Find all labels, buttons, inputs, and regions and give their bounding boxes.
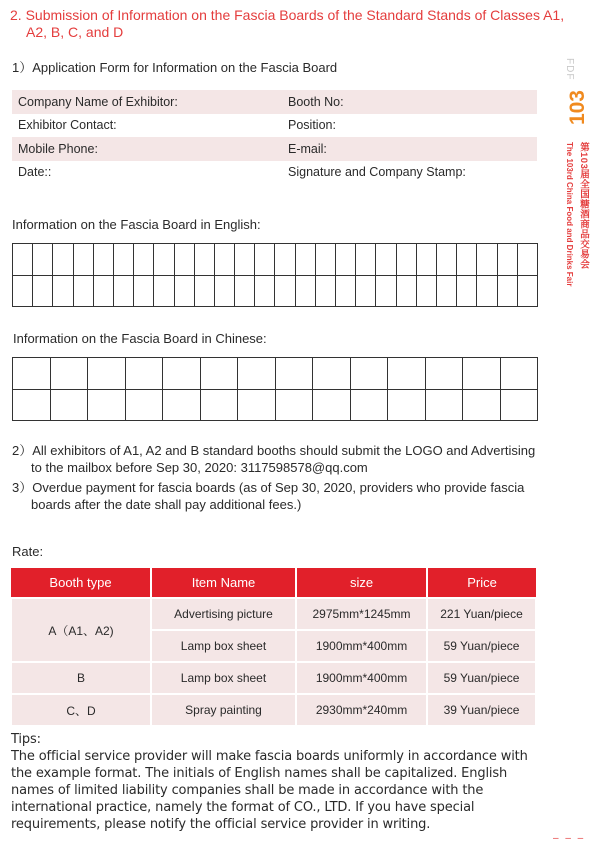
- grid-cell: [53, 275, 73, 307]
- grid-cell: [336, 275, 356, 307]
- grid-cell: [425, 389, 463, 421]
- grid-cell: [235, 244, 255, 276]
- rate-label: Rate:: [12, 544, 44, 559]
- mobile-phone-label: Mobile Phone:: [12, 137, 282, 161]
- fair-name-chinese: 第103届全国糖酒商品交易会: [578, 142, 589, 270]
- form-row: [12, 90, 537, 114]
- grid-cell: [33, 275, 53, 307]
- english-info-label: Information on the Fascia Board in English:: [12, 217, 261, 232]
- grid-cell: [416, 244, 436, 276]
- grid-cell: [113, 244, 133, 276]
- grid-cell: [350, 389, 388, 421]
- grid-cell: [416, 275, 436, 307]
- header-item-name: Item Name: [151, 568, 296, 598]
- grid-cell: [396, 244, 416, 276]
- grid-cell: [13, 275, 33, 307]
- booth-no-label: Booth No:: [282, 90, 537, 114]
- grid-cell: [295, 275, 315, 307]
- grid-cell: [313, 358, 351, 390]
- item-name: Lamp box sheet: [151, 662, 296, 694]
- application-form: [12, 90, 537, 184]
- grid-cell: [500, 389, 538, 421]
- header-booth-type: Booth type: [11, 568, 151, 598]
- grid-cell: [134, 275, 154, 307]
- fair-logo-sidebar: [558, 58, 594, 298]
- grid-cell: [134, 244, 154, 276]
- fair-number: 103: [566, 90, 589, 126]
- item-price: 59 Yuan/piece: [427, 662, 536, 694]
- grid-cell: [315, 275, 335, 307]
- header-price: Price: [427, 568, 536, 598]
- grid-cell: [275, 244, 295, 276]
- grid-cell: [13, 358, 51, 390]
- form-row: [12, 161, 537, 185]
- item-size: 1900mm*400mm: [296, 630, 427, 662]
- exhibitor-contact-label: Exhibitor Contact:: [18, 118, 117, 133]
- rate-header-row: [11, 568, 536, 598]
- form-row: [12, 137, 537, 161]
- grid-cell: [275, 389, 313, 421]
- table-row: [11, 694, 536, 726]
- item-size: 1900mm*400mm: [296, 662, 427, 694]
- grid-cell: [200, 358, 238, 390]
- grid-cell: [275, 358, 313, 390]
- item-name: Spray painting: [151, 694, 296, 726]
- email-label: E-mail:: [282, 137, 537, 161]
- grid-cell: [336, 244, 356, 276]
- grid-cell: [235, 275, 255, 307]
- chinese-info-label: Information on the Fascia Board in Chinese:: [13, 331, 267, 346]
- grid-cell: [194, 244, 214, 276]
- grid-cell: [88, 358, 126, 390]
- grid-row: [13, 389, 538, 421]
- grid-cell: [13, 389, 51, 421]
- tips: [11, 731, 541, 833]
- form-row: [12, 114, 537, 138]
- item-name: Lamp box sheet: [151, 630, 296, 662]
- grid-cell: [497, 244, 517, 276]
- grid-row: [13, 244, 538, 276]
- grid-cell: [517, 244, 537, 276]
- grid-cell: [376, 275, 396, 307]
- grid-cell: [33, 244, 53, 276]
- grid-row: [13, 358, 538, 390]
- english-fascia-grid: [12, 243, 538, 307]
- grid-cell: [356, 244, 376, 276]
- booth-cd: C、D: [11, 694, 151, 726]
- grid-cell: [350, 358, 388, 390]
- grid-cell: [275, 275, 295, 307]
- grid-cell: [214, 275, 234, 307]
- grid-cell: [53, 244, 73, 276]
- grid-cell: [125, 389, 163, 421]
- grid-cell: [436, 244, 456, 276]
- grid-cell: [457, 244, 477, 276]
- grid-cell: [388, 389, 426, 421]
- item-size: 2975mm*1245mm: [296, 598, 427, 630]
- notes: [12, 442, 542, 516]
- grid-cell: [50, 358, 88, 390]
- grid-cell: [214, 244, 234, 276]
- fdf-logo: FDF: [564, 58, 575, 81]
- fair-name-english: The 103rd China Food and Drinks Fair: [565, 142, 574, 287]
- grid-cell: [356, 275, 376, 307]
- grid-cell: [238, 389, 276, 421]
- grid-cell: [517, 275, 537, 307]
- grid-cell: [113, 275, 133, 307]
- grid-cell: [93, 275, 113, 307]
- note-overdue-payment: 3）Overdue payment for fascia boards (as of Sep 30, 2020, providers who provide fascia boards after the date shall pay additional fees.): [12, 480, 525, 512]
- grid-cell: [73, 275, 93, 307]
- application-form-title: 1）Application Form for Information on the Fascia Board: [12, 60, 338, 75]
- grid-cell: [174, 244, 194, 276]
- grid-cell: [255, 244, 275, 276]
- grid-cell: [497, 275, 517, 307]
- grid-cell: [13, 244, 33, 276]
- grid-cell: [163, 358, 201, 390]
- chinese-fascia-grid: [12, 357, 538, 421]
- grid-cell: [500, 358, 538, 390]
- grid-cell: [174, 275, 194, 307]
- grid-cell: [463, 358, 501, 390]
- grid-cell: [255, 275, 275, 307]
- item-price: 39 Yuan/piece: [427, 694, 536, 726]
- item-size: 2930mm*240mm: [296, 694, 427, 726]
- signature-label: Signature and Company Stamp:: [288, 165, 466, 180]
- tips-title: Tips:: [11, 732, 41, 747]
- rate-table: [10, 568, 537, 727]
- header-size: size: [296, 568, 427, 598]
- grid-cell: [457, 275, 477, 307]
- table-row: [11, 598, 536, 630]
- grid-cell: [88, 389, 126, 421]
- tips-text: The official service provider will make fascia boards uniformly in accordance with the example format. The initials of English names shall be capitalized. English names of limited liability companies shall be made in accordance with the international practice, namely the format of CO., LTD. If you have special requirements, please notify the official service provider in writing.: [11, 749, 528, 832]
- grid-cell: [154, 275, 174, 307]
- date-label: Date::: [18, 165, 52, 180]
- booth-b: B: [11, 662, 151, 694]
- grid-cell: [73, 244, 93, 276]
- grid-cell: [50, 389, 88, 421]
- grid-cell: [194, 275, 214, 307]
- note-submit-logo: 2）All exhibitors of A1, A2 and B standard booths should submit the LOGO and Advertising to the mailbox before Sep 30, 2020: 3117598578@qq.com: [12, 443, 536, 475]
- table-row: [11, 662, 536, 694]
- company-name-label: Company Name of Exhibitor:: [12, 90, 282, 114]
- item-price: 221 Yuan/piece: [427, 598, 536, 630]
- grid-cell: [388, 358, 426, 390]
- booth-a: A（A1、A2): [11, 598, 151, 662]
- grid-cell: [238, 358, 276, 390]
- grid-cell: [315, 244, 335, 276]
- grid-cell: [376, 244, 396, 276]
- grid-cell: [396, 275, 416, 307]
- page-marker: – – –: [553, 833, 586, 844]
- grid-cell: [125, 358, 163, 390]
- grid-cell: [163, 389, 201, 421]
- item-price: 59 Yuan/piece: [427, 630, 536, 662]
- grid-cell: [477, 244, 497, 276]
- grid-cell: [313, 389, 351, 421]
- grid-cell: [200, 389, 238, 421]
- item-name: Advertising picture: [151, 598, 296, 630]
- grid-cell: [93, 244, 113, 276]
- grid-cell: [463, 389, 501, 421]
- position-label: Position:: [288, 118, 336, 133]
- grid-cell: [436, 275, 456, 307]
- grid-cell: [477, 275, 497, 307]
- grid-cell: [295, 244, 315, 276]
- grid-row: [13, 275, 538, 307]
- grid-cell: [154, 244, 174, 276]
- grid-cell: [425, 358, 463, 390]
- section-heading: 2. Submission of Information on the Fascia Boards of the Standard Stands of Classes A1, A2, B, C, and D: [10, 7, 565, 40]
